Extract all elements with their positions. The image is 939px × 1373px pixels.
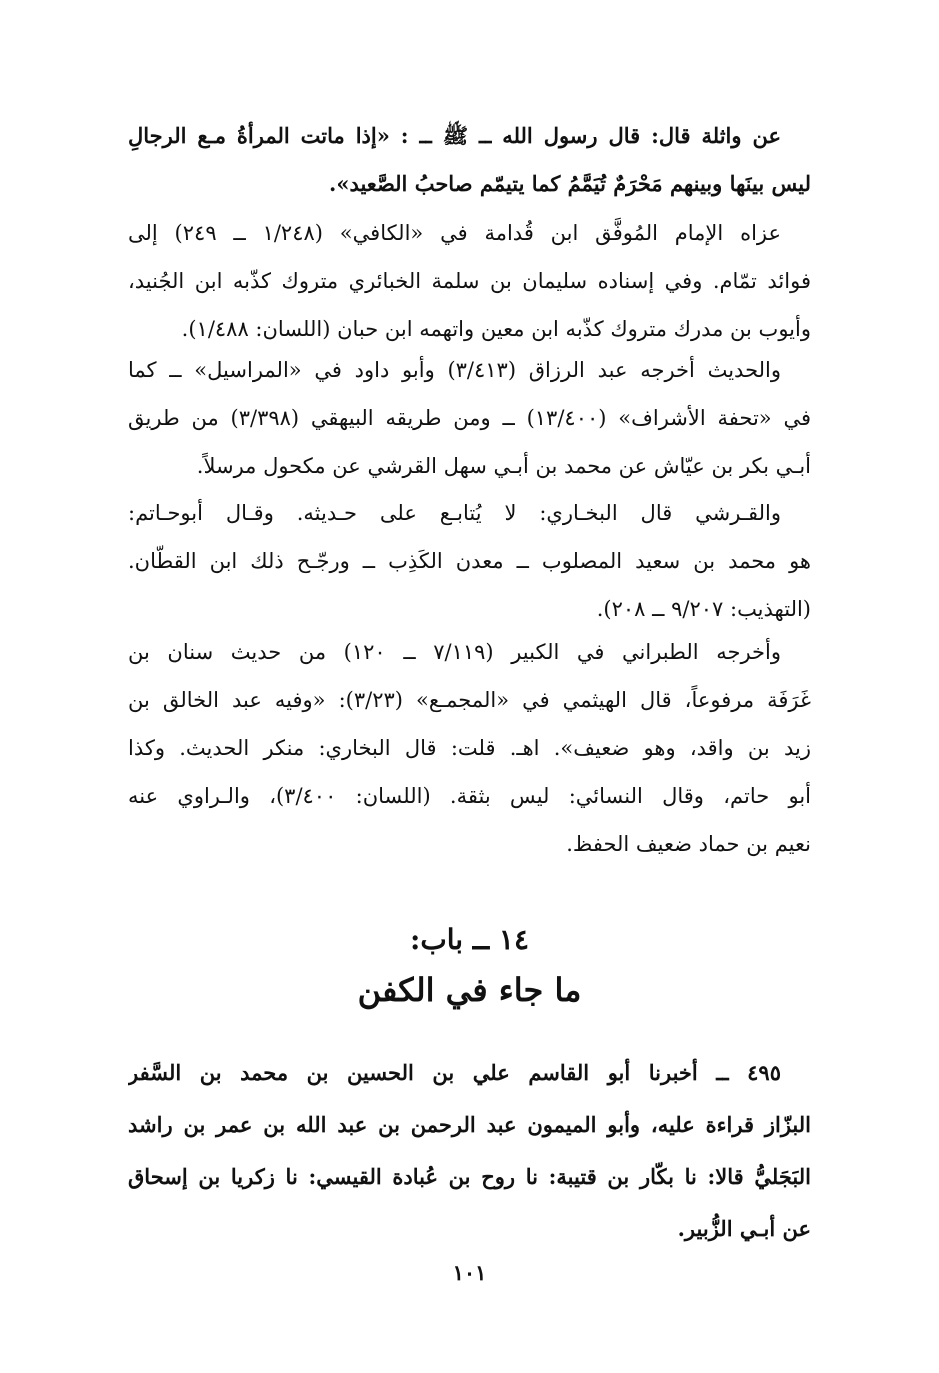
text-line: ليس بينَها وبينهم مَحْرَمٌ تُيَمَّمُ كما يتيمّم صاحبُ الصَّعيد». [329, 171, 811, 196]
text-line: زيد بن واقد، وهو ضعيف». اهـ. قلت: قال البخاري: منكر الحديث. وكذا [128, 736, 811, 760]
text-line: غَرَفَة مرفوعاً، قال الهيثمي في «المجمـع» (٣/٢٣): «وفيه عبد الخالق بن [128, 688, 811, 712]
text-line: نعيم بن حماد ضعيف الحفظ. [566, 832, 811, 856]
text-line: في «تحفة الأشراف» (١٣/٤٠٠) ــ ومن طريقه البيهقي (٣/٣٩٨) من طريق [128, 406, 811, 430]
chapter-title-heading: ما جاء في الكفن [357, 971, 582, 1009]
text-line: عن أبـي الزُّبير. [677, 1216, 811, 1241]
commentary-paragraph [128, 346, 811, 490]
commentary-paragraph [128, 628, 811, 868]
hadith-text-paragraph [128, 112, 811, 208]
text-line: ٤٩٥ ــ أخبرنا أبو القاسم علي بن الحسين بن محمد بن السَّفر [128, 1060, 781, 1085]
text-line: والحديث أخرجه عبد الرزاق (٣/٤١٣) وأبو داود في «المراسيل» ــ كما [128, 358, 781, 382]
text-line: البَجَليُّ قالا: نا بكّار بن قتيبة: نا روح بن عُبادة القيسي: نا زكريا بن إسحاق [128, 1164, 811, 1189]
text-line: أبو حاتم، وقال النسائي: ليس بثقة. (اللسان: ٣/٤٠٠)، والـراوي عنه [128, 784, 811, 808]
commentary-paragraph [128, 209, 811, 353]
text-line: عن واثلة قال: قال رسول الله ــ ﷺ ــ : «إذا ماتت المرأةُ مـع الرجالِ [128, 123, 781, 148]
text-line: أبـي بكر بن عيّاش عن محمد بن أبـي سهل القرشي عن مكحول مرسلاً. [196, 454, 811, 478]
text-line: فوائد تمّام. وفي إسناده سليمان بن سلمة الخبائري متروك كذّبه ابن الجُنيد، [128, 269, 811, 293]
text-line: وأيوب بن مدرك متروك كذّبه ابن معين واتهمه ابن حبان (اللسان: ١/٤٨٨). [181, 317, 811, 341]
page-number: ١٠١ [452, 1260, 487, 1285]
text-line: والقـرشي قال البخـاري: لا يُتابـع على حـديثه. وقـال أبوحـاتم: [128, 501, 781, 525]
commentary-paragraph [128, 489, 811, 633]
text-line: عزاه الإمام المُوفَّق ابن قُدامة في «الكافي» (١/٢٤٨ ــ ٢٤٩) إلى [128, 221, 782, 245]
text-line: (التهذيب: ٩/٢٠٧ ــ ٢٠٨). [596, 597, 811, 621]
hadith-chain-paragraph [128, 1047, 811, 1255]
text-line: البزّاز قراءة عليه، وأبو الميمون عبد الرحمن بن عبد الله بن عمر بن راشد [128, 1112, 811, 1137]
chapter-number-heading: ١٤ ــ باب: [410, 923, 529, 956]
text-line: هو محمد بن سعيد المصلوب ــ معدن الكَذِب ــ ورجّـح ذلك ابن القطّان. [128, 549, 811, 573]
text-line: وأخرجه الطبراني في الكبير (٧/١١٩ ــ ١٢٠) من حديث سنان بن [128, 640, 781, 664]
